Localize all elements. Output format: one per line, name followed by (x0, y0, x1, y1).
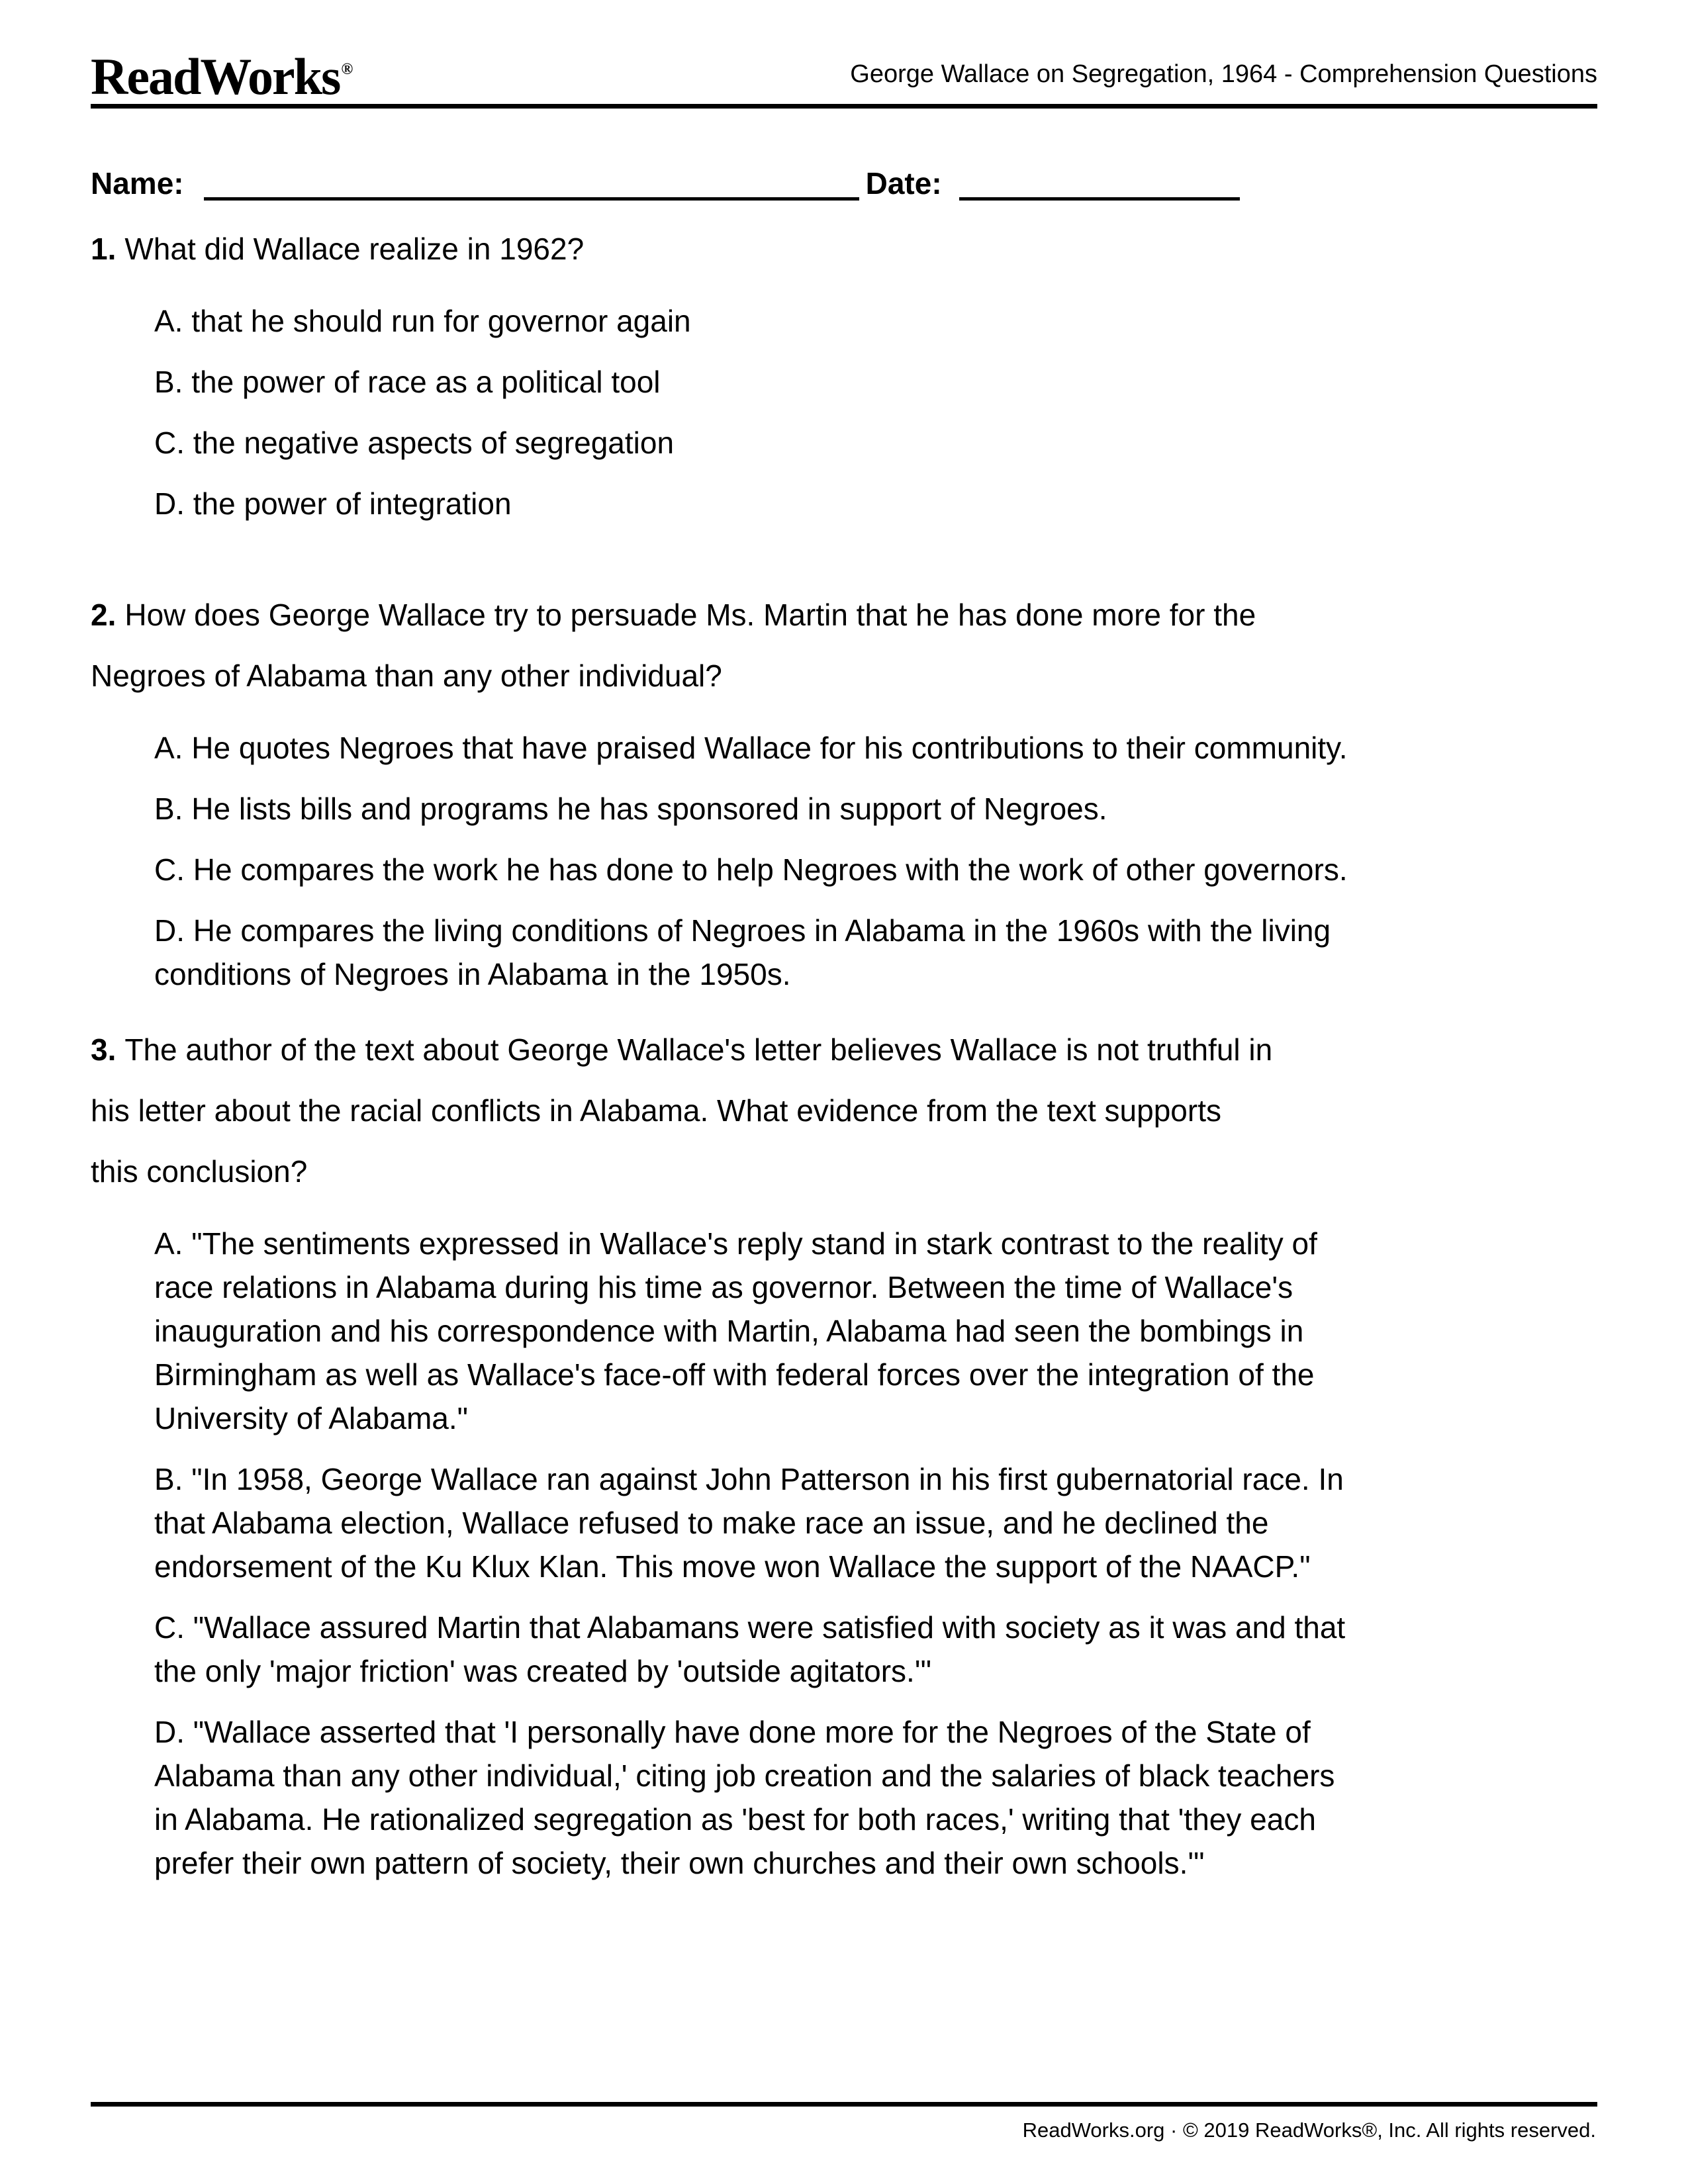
choice-line: A. that he should run for governor again (154, 304, 691, 338)
name-date-row (91, 165, 1240, 201)
readworks-logo (91, 48, 353, 111)
question-1-choices (91, 299, 1597, 525)
question-2-number: 2. (91, 598, 117, 632)
choice-line: A. He quotes Negroes that have praised Wallace for his contributions to their community. (154, 731, 1348, 765)
choice-line: C. He compares the work he has done to help Negroes with the work of other governors. (154, 852, 1348, 887)
choice-line: race relations in Alabama during his time as governor. Between the time of Wallace's (154, 1270, 1293, 1304)
question-1-choice-b (154, 360, 1597, 404)
name-blank-line (204, 197, 859, 201)
footer-copyright: ReadWorks.org · © 2019 ReadWorks®, Inc. All rights reserved. (1022, 2118, 1596, 2142)
question-2-choice-a (154, 726, 1597, 770)
question-3-choice-b (154, 1457, 1597, 1588)
question-3-choice-a (154, 1222, 1597, 1440)
choice-line: B. "In 1958, George Wallace ran against John Patterson in his first gubernatorial race. In (154, 1462, 1344, 1496)
question-1 (91, 218, 1597, 543)
question-3-stem (91, 1019, 1597, 1202)
registered-trademark-icon: ® (341, 61, 353, 78)
question-2-stem-line (91, 584, 1597, 645)
question-1-number: 1. (91, 232, 117, 266)
question-1-choice-a (154, 299, 1597, 343)
question-3-stem-line (91, 1019, 1597, 1080)
question-3-stem-line: this conclusion? (91, 1154, 308, 1189)
date-label: Date: (865, 166, 942, 201)
question-1-choice-d (154, 482, 1597, 525)
footer-divider (91, 2102, 1597, 2107)
question-3-number: 3. (91, 1032, 117, 1067)
question-1-stem-text: What did Wallace realize in 1962? (124, 232, 585, 266)
question-2-choice-d (154, 909, 1597, 996)
choice-line: Birmingham as well as Wallace's face-off with federal forces over the integration of the (154, 1357, 1315, 1392)
choice-line: prefer their own pattern of society, their own churches and their own schools.'" (154, 1846, 1205, 1880)
choice-line: inauguration and his correspondence with Martin, Alabama had seen the bombings in (154, 1314, 1304, 1348)
question-2-choice-c (154, 848, 1597, 891)
question-1-stem-line (91, 218, 1597, 279)
question-2-stem (91, 584, 1597, 706)
choice-line: B. the power of race as a political tool (154, 365, 661, 399)
question-2-stem-line: Negroes of Alabama than any other individual? (91, 659, 722, 693)
page-header (91, 48, 1597, 109)
choice-line: conditions of Negroes in Alabama in the 1950s. (154, 957, 791, 991)
choice-line: D. the power of integration (154, 486, 512, 521)
name-label: Name: (91, 166, 184, 201)
choice-line: that Alabama election, Wallace refused to make race an issue, and he declined the (154, 1506, 1269, 1540)
choice-line: University of Alabama." (154, 1401, 468, 1435)
question-3-choice-d (154, 1710, 1597, 1885)
choice-line: C. "Wallace assured Martin that Alabamans were satisfied with society as it was and that (154, 1610, 1346, 1645)
choice-line: the only 'major friction' was created by 'outside agitators.'" (154, 1654, 931, 1688)
question-2-choices (91, 726, 1597, 996)
choice-line: C. the negative aspects of segregation (154, 426, 675, 460)
choice-line: B. He lists bills and programs he has sponsored in support of Negroes. (154, 792, 1107, 826)
question-1-stem (91, 218, 1597, 279)
question-1-choice-c (154, 421, 1597, 465)
date-blank-line (959, 197, 1240, 201)
question-2-choice-b (154, 787, 1597, 831)
choice-line: endorsement of the Ku Klux Klan. This move won Wallace the support of the NAACP." (154, 1549, 1311, 1584)
choice-line: A. "The sentiments expressed in Wallace's reply stand in stark contrast to the reality of (154, 1226, 1317, 1261)
question-2-stem-text: How does George Wallace try to persuade Ms. Martin that he has done more for the (124, 598, 1256, 632)
document-title: George Wallace on Segregation, 1964 - Comprehension Questions (850, 60, 1597, 88)
choice-line: in Alabama. He rationalized segregation as 'best for both races,' writing that 'they each (154, 1802, 1316, 1837)
question-3-choices (91, 1222, 1597, 1885)
choice-line: D. He compares the living conditions of Negroes in Alabama in the 1960s with the living (154, 913, 1331, 948)
question-3-stem-text: The author of the text about George Wallace's letter believes Wallace is not truthful in (124, 1032, 1273, 1067)
question-3-choice-c (154, 1606, 1597, 1693)
choice-line: Alabama than any other individual,' citing job creation and the salaries of black teachers (154, 1758, 1335, 1793)
question-3 (91, 1019, 1597, 1902)
readworks-logo-text: ReadWorks (91, 48, 340, 105)
question-2 (91, 584, 1597, 1013)
choice-line: D. "Wallace asserted that 'I personally have done more for the Negroes of the State of (154, 1715, 1311, 1749)
question-3-stem-line: his letter about the racial conflicts in Alabama. What evidence from the text supports (91, 1093, 1221, 1128)
